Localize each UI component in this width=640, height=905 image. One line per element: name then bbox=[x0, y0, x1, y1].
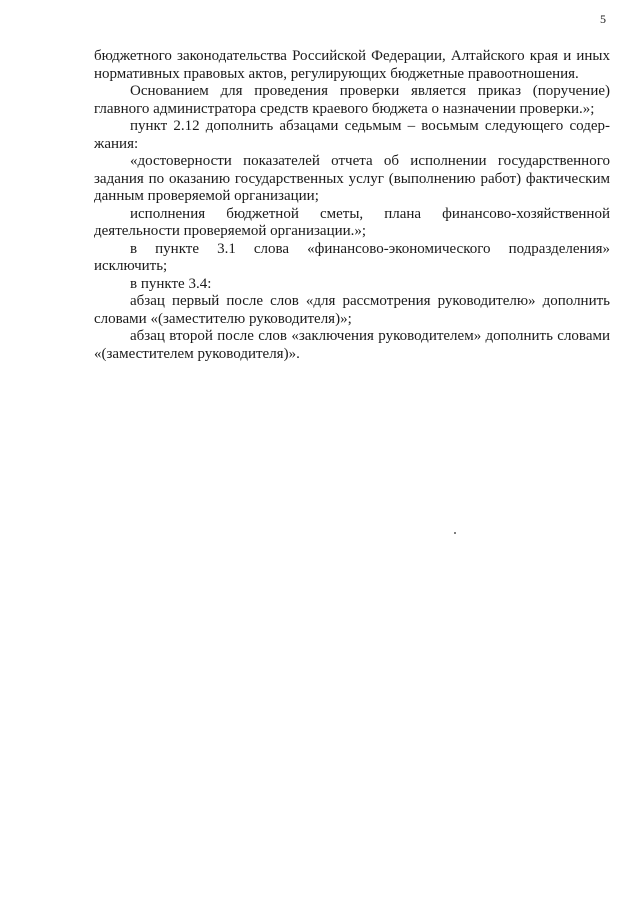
paragraph-budget-execution: исполнения бюджетной сметы, плана финансово-хозяйственной деятельности проверяемой организации.»; bbox=[94, 205, 610, 239]
scan-speck bbox=[454, 532, 456, 534]
paragraph-accuracy-indicators: «достоверности показателей отчета об исполнении государственного задания по оказанию государственных услуг (выполнению работ) фактическим данным проверяемой организации; bbox=[94, 153, 610, 204]
paragraph-item-3-1: в пункте 3.1 слова «финансово-экономического подразделения» исключить; bbox=[94, 240, 610, 274]
paragraph-first-abzac: абзац первый после слов «для рассмотрения руководителю» дополнить словами «(заместителю руководителя)»; bbox=[94, 293, 610, 327]
paragraph-second-abzac: абзац второй после слов «заключения руководителем» дополнить словами «(заместителем руководителя)». bbox=[94, 328, 610, 362]
paragraph-item-3-4: в пункте 3.4: bbox=[130, 275, 212, 292]
document-body bbox=[94, 48, 610, 363]
paragraph-inspection-basis: Основанием для проведения проверки является приказ (поручение) главного администратора средств краевого бюджета о назначении проверки.»; bbox=[94, 83, 610, 117]
page-number: 5 bbox=[600, 12, 606, 26]
paragraph-item-2-12: пункт 2.12 дополнить абзацами седьмым – восьмым следующего содер-жания: bbox=[94, 118, 610, 152]
paragraph-continuation: бюджетного законодательства Российской Федерации, Алтайского края и иных нормативных правовых актов, регулирующих бюджетные правоотношения. bbox=[94, 48, 610, 82]
